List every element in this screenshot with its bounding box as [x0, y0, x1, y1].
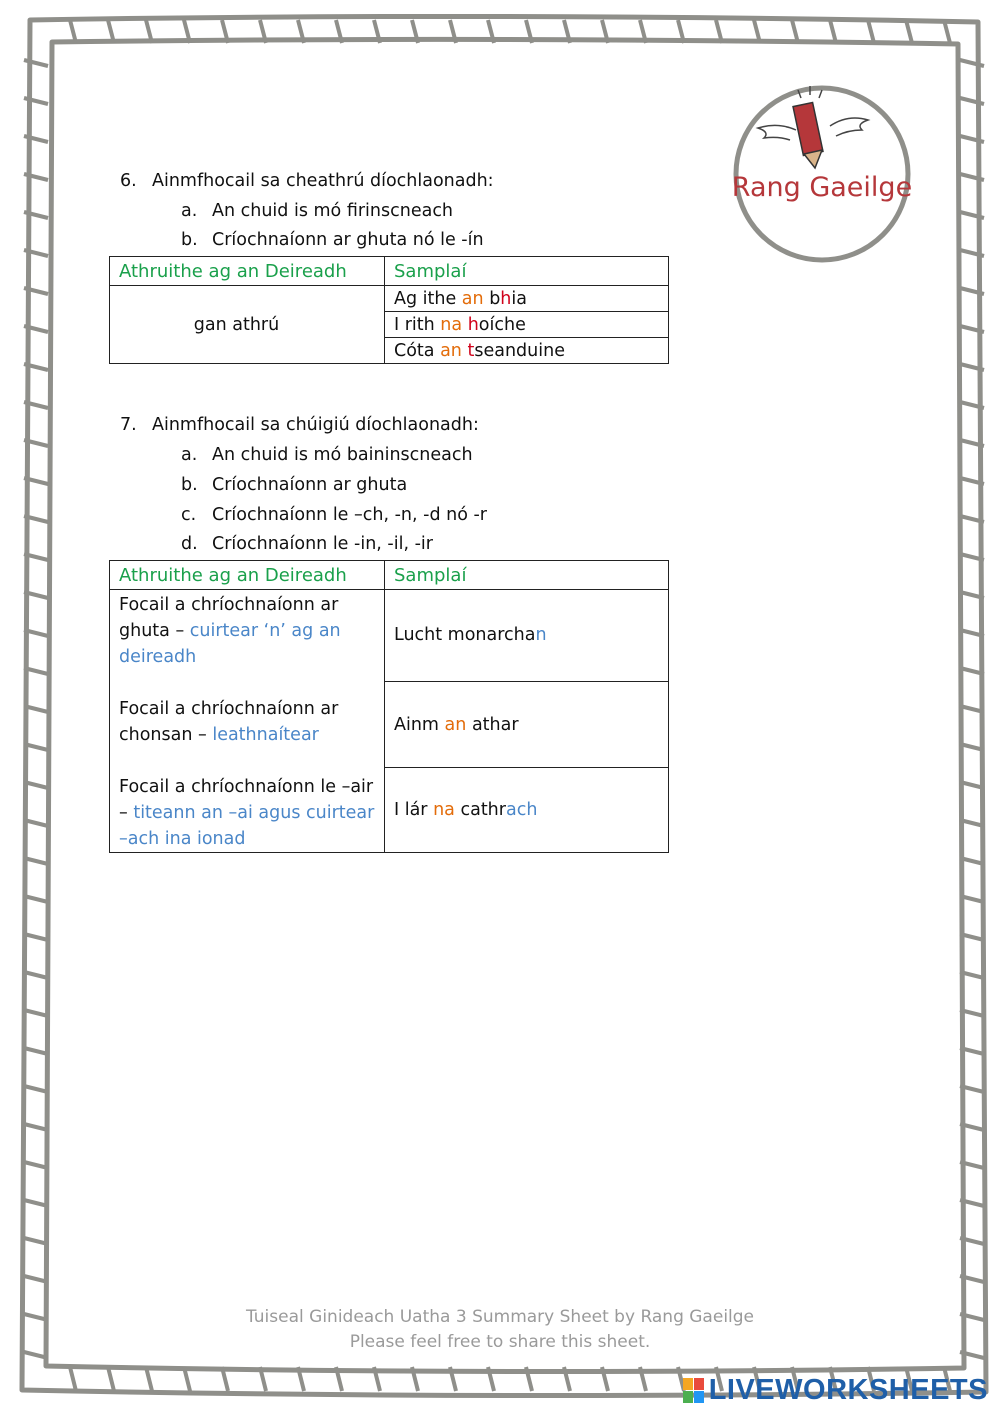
section7-table [109, 560, 669, 853]
section7-example-2: Ainm an athar [385, 681, 669, 768]
section7-col2-header: Samplaí [385, 561, 669, 590]
section7-rules [110, 590, 385, 853]
section6-item-a-marker: a. [181, 201, 198, 221]
footer-line-2: Please feel free to share this sheet. [349, 1332, 651, 1352]
section7-number: 7. [120, 415, 137, 435]
section6-item-b-marker: b. [181, 230, 198, 250]
section7-heading: Ainmfhocail sa chúigiú díochlaonadh: [152, 415, 479, 435]
section6-col2-header: Samplaí [385, 257, 669, 286]
section6-example-2: I rith na hoíche [385, 312, 669, 338]
section7-item-d-marker: d. [181, 534, 198, 554]
liveworksheets-text: LIVEWORKSHEETS [708, 1374, 988, 1406]
section7-item-a: An chuid is mó baininscneach [212, 445, 473, 465]
section6-table [109, 256, 669, 364]
section6-change: gan athrú [110, 286, 385, 364]
section7-rule-2: Focail a chríochnaíonn ar chonsan – leathnaítear [119, 699, 339, 745]
liveworksheets-watermark [683, 1374, 988, 1407]
section7-col1-header: Athruithe ag an Deireadh [110, 561, 385, 590]
section6-col1-header: Athruithe ag an Deireadh [110, 257, 385, 286]
section6-example-3: Cóta an tseanduine [385, 338, 669, 364]
section7-item-d: Críochnaíonn le -in, -il, -ir [212, 534, 433, 554]
section7-item-a-marker: a. [181, 445, 198, 465]
footer-line-1: Tuiseal Ginideach Uatha 3 Summary Sheet by Rang Gaeilge [245, 1307, 755, 1327]
section6-item-b: Críochnaíonn ar ghuta nó le -ín [212, 230, 484, 250]
section7-example-1: Lucht monarchan [385, 590, 669, 682]
section7-item-c: Críochnaíonn le –ch, -n, -d nó -r [212, 505, 487, 525]
section7-item-c-marker: c. [181, 505, 197, 525]
section6-example-1: Ag ithe an bhia [385, 286, 669, 312]
section7-example-3: I lár na cathrach [385, 768, 669, 853]
logo-text: Rang Gaeilge [731, 172, 913, 203]
section7-rule-1: Focail a chríochnaíonn ar ghuta – cuirtear ‘n’ ag an deireadh [119, 595, 341, 667]
section7-item-b-marker: b. [181, 475, 198, 495]
section7-rule-3: Focail a chríochnaíonn le –air – titeann an –ai agus cuirtear –ach ina ionad [119, 777, 375, 849]
rang-gaeilge-logo [718, 84, 930, 264]
section6-item-a: An chuid is mó firinscneach [212, 201, 454, 221]
section6-number: 6. [120, 171, 137, 191]
section7-item-b: Críochnaíonn ar ghuta [212, 475, 408, 495]
section6-heading: Ainmfhocail sa cheathrú díochlaonadh: [152, 171, 494, 191]
liveworksheets-logo-icon [683, 1378, 705, 1404]
